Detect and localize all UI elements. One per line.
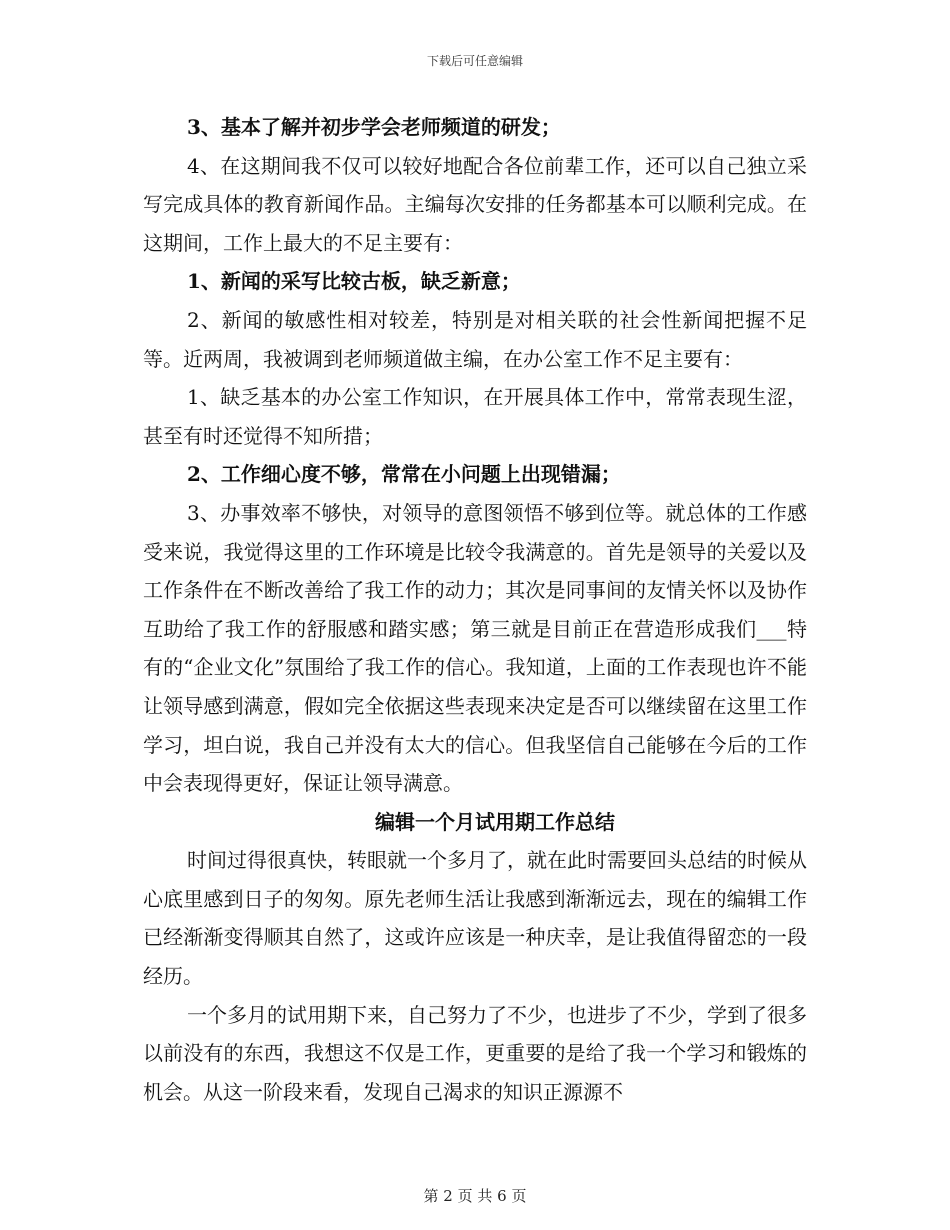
section-title: 编辑一个月试用期工作总结 bbox=[375, 809, 615, 834]
section-paragraph-2: 一个多月的试用期下来，自己努力了不少，也进步了不少，学到了很多以前没有的东西，我想这不仅是工作，更重要的是给了我一个学习和锻炼的机会。从这一阶段来看，发现自己渴求的知识正源源不 bbox=[143, 1002, 807, 1104]
paragraph-2: 4、在这期间我不仅可以较好地配合各位前辈工作，还可以自己独立采写完成具体的教育新闻作品。主编每次安排的任务都基本可以顺利完成。在这期间，工作上最大的不足主要有： bbox=[143, 153, 807, 255]
document-body bbox=[143, 108, 807, 1111]
paragraph-6: 2、工作细心度不够，常常在小问题上出现错漏； bbox=[187, 462, 621, 487]
paragraph-5: 1、缺乏基本的办公室工作知识，在开展具体工作中，常常表现生涩，甚至有时还觉得不知所措； bbox=[143, 385, 807, 448]
paragraph-3: 1、新闻的采写比较古板，缺乏新意； bbox=[187, 269, 521, 294]
page-footer: 第 2 页 共 6 页 bbox=[423, 1187, 527, 1205]
paragraph-7: 3、办事效率不够快，对领导的意图领悟不够到位等。就总体的工作感受来说，我觉得这里的工作环境是比较令我满意的。首先是领导的关爱以及工作条件在不断改善给了我工作的动力；其次是同事间的友情关怀以及协作互助给了我工作的舒服感和踏实感；第三就是目前正在营造形成我们___特有的“企业文化”氛围给了我工作的信心。我知道，上面的工作表现也许不能让领导感到满意，假如完全依据这些表现来决定是否可以继续留在这里工作学习，坦白说，我自己并没有太大的信心。但我坚信自己能够在今后的工作中会表现得更好，保证让领导满意。 bbox=[143, 500, 807, 796]
section-paragraph-1: 时间过得很真快，转眼就一个多月了，就在此时需要回头总结的时候从心底里感到日子的匆匆。原先老师生活让我感到渐渐远去，现在的编辑工作已经渐渐变得顺其自然了，这或许应该是一种庆幸，是让我值得留恋的一段经历。 bbox=[143, 848, 807, 989]
page-header: 下载后可任意编辑 bbox=[426, 54, 523, 68]
paragraph-4: 2、新闻的敏感性相对较差，特别是对相关联的社会性新闻把握不足等。近两周，我被调到老师频道做主编，在办公室工作不足主要有： bbox=[143, 307, 807, 371]
paragraph-1: 3、基本了解并初步学会老师频道的研发； bbox=[187, 115, 561, 139]
